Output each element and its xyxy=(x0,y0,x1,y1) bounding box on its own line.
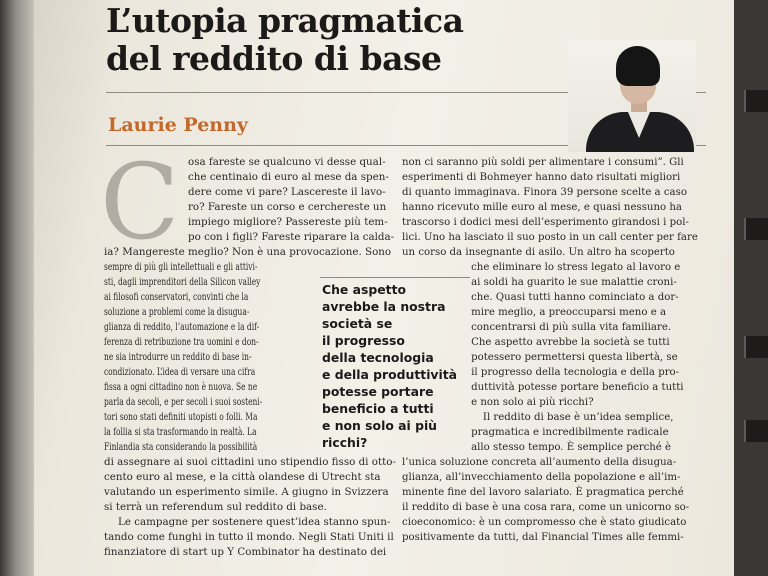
text-line: che centinaio di euro al mese da spen- xyxy=(188,171,389,183)
pull-quote-line: società se xyxy=(322,316,393,331)
text-line: pragmatica e incredibilmente radicale xyxy=(471,426,669,438)
text-line: la follia si sta trasformando in realtà. La xyxy=(104,426,257,438)
drop-cap: C xyxy=(100,141,180,263)
author-byline: Laurie Penny xyxy=(108,114,248,136)
text-line: finanziatore di start up Y Combinator ha destinato dei xyxy=(104,546,387,558)
pull-quote-rule-top xyxy=(320,277,470,278)
text-line: potessero permettersi questa libertà, se xyxy=(471,351,678,363)
text-line: hanno ricevuto mille euro al mese, e quasi nessuno ha xyxy=(402,201,682,213)
text-line: mire meglio, a preoccuparsi meno e a xyxy=(471,306,667,318)
text-line: di quanto immaginava. Finora 39 persone scelte a caso xyxy=(402,186,687,198)
pull-quote-line: della tecnologia xyxy=(322,350,434,365)
text-line: che eliminare lo stress legato al lavoro e xyxy=(471,261,681,273)
pull-quote-line: Che aspetto xyxy=(322,282,406,297)
text-line: tori sono stati definiti utopisti o folli. Ma xyxy=(104,411,258,423)
pull-quote-line: beneficio a tutti xyxy=(322,401,434,416)
text-line: Finlandia sta considerando la possibilità xyxy=(104,441,258,453)
pull-quote-line: e non solo ai più xyxy=(322,418,438,433)
text-line: ai soldi ha guarito le sue malattie croni- xyxy=(471,276,677,288)
text-line: glianza di reddito, l’automazione e la dif- xyxy=(104,321,260,333)
headline-line: L’utopia pragmatica xyxy=(106,1,464,40)
text-line: parla da secoli, e per secoli i suoi sosteni- xyxy=(104,396,263,408)
text-line: impiego migliore? Passereste più tem- xyxy=(188,216,388,228)
pull-quote-line: avrebbe la nostra xyxy=(322,299,446,314)
text-line: concentrarsi di più sulla vita familiare. xyxy=(471,321,672,333)
text-line: lici. Uno ha lasciato il suo posto in un call center per fare xyxy=(402,231,698,243)
text-line: ne sia introdurre un reddito di base in- xyxy=(104,351,252,363)
text-line: dere come vi pare? Lascereste il lavo- xyxy=(188,186,386,198)
photo-hair xyxy=(616,46,660,86)
pull-quote-line: potesse portare xyxy=(322,384,434,399)
text-line: duttività potesse portare beneficio a tutti xyxy=(471,381,684,393)
headline-line: del reddito di base xyxy=(106,39,442,78)
text-line: condizionato. L’idea di versare una cifra xyxy=(104,366,256,378)
text-line: un corso da insegnante di asilo. Un altro ha scoperto xyxy=(402,246,675,258)
text-line: tando come funghi in tutto il mondo. Negli Stati Uniti il xyxy=(104,531,394,543)
page-tab-marker xyxy=(744,218,768,240)
text-line: fissa a ogni cittadino non è nuova. Se ne xyxy=(104,381,258,393)
text-line: di assegnare ai suoi cittadini uno stipendio fisso di otto- xyxy=(104,456,396,468)
page-tab-marker xyxy=(744,90,768,112)
text-line: non ci saranno più soldi per alimentare i consumi”. Gli xyxy=(402,156,684,168)
text-line: minente fine del lavoro salariato. È pragmatica perché xyxy=(402,486,684,498)
text-line: cento euro al mese, e la città olandese di Utrecht sta xyxy=(104,471,381,483)
text-line: ferenza di retribuzione tra uomini e don- xyxy=(104,336,259,348)
text-line: Che aspetto avrebbe la società se tutti xyxy=(471,336,670,348)
text-line: positivamente da tutti, dal Financial Times alle femmi- xyxy=(402,531,684,543)
text-line: si terrà un referendum sul reddito di base. xyxy=(104,501,327,513)
text-line: che. Quasi tutti hanno cominciato a dor- xyxy=(471,291,679,303)
pull-quote-line: e della produttività xyxy=(322,367,458,382)
adjacent-page-edge xyxy=(734,0,768,576)
text-line: valutando un esperimento simile. A giugno in Svizzera xyxy=(104,486,389,498)
article-headline xyxy=(106,2,463,78)
text-line: osa fareste se qualcuno vi desse qual- xyxy=(188,156,386,168)
text-line: esperimenti di Bohmeyer hanno dato risultati migliori xyxy=(402,171,681,183)
text-line: Il reddito di base è un’idea semplice, xyxy=(482,411,674,423)
text-line: ro? Fareste un corso e cerchereste un xyxy=(188,201,387,213)
pull-quote-line: ricchi? xyxy=(322,435,368,450)
text-line: il progresso della tecnologia e della pro- xyxy=(471,366,680,378)
page-tab-marker xyxy=(744,336,768,358)
text-line: Le campagne per sostenere quest’idea stanno spun- xyxy=(118,516,391,528)
text-line: po con i figli? Fareste riparare la calda- xyxy=(188,231,395,243)
text-line: trascorso i dodici mesi dell’esperimento girandosi i pol- xyxy=(402,216,689,228)
text-line: allo stesso tempo. È semplice perché è xyxy=(471,441,672,453)
text-line: soluzione a problemi come la disugua- xyxy=(104,306,250,318)
text-line: l’unica soluzione concreta all’aumento della disugua- xyxy=(402,456,677,468)
text-line: e non solo ai più ricchi? xyxy=(471,396,594,408)
text-line: ia? Mangereste meglio? Non è una provocazione. Sono xyxy=(104,246,392,258)
pull-quote-line: il progresso xyxy=(322,333,405,348)
text-line: il reddito di base è una cosa rara, come un unicorno so- xyxy=(402,501,690,513)
text-line: glianza, all’invecchiamento della popolazione e all’im- xyxy=(402,471,681,483)
pull-quote xyxy=(322,281,457,451)
text-line: sempre di più gli intellettuali e gli attivi- xyxy=(104,261,258,273)
text-line: ai filosofi conservatori, convinti che la xyxy=(104,291,249,303)
page-tab-marker xyxy=(744,420,768,442)
text-line: sti, dagli imprenditori della Silicon valley xyxy=(104,276,261,288)
text-line: cioeconomico: è un compromesso che è stato giudicato xyxy=(402,516,687,528)
author-photo xyxy=(568,40,696,152)
